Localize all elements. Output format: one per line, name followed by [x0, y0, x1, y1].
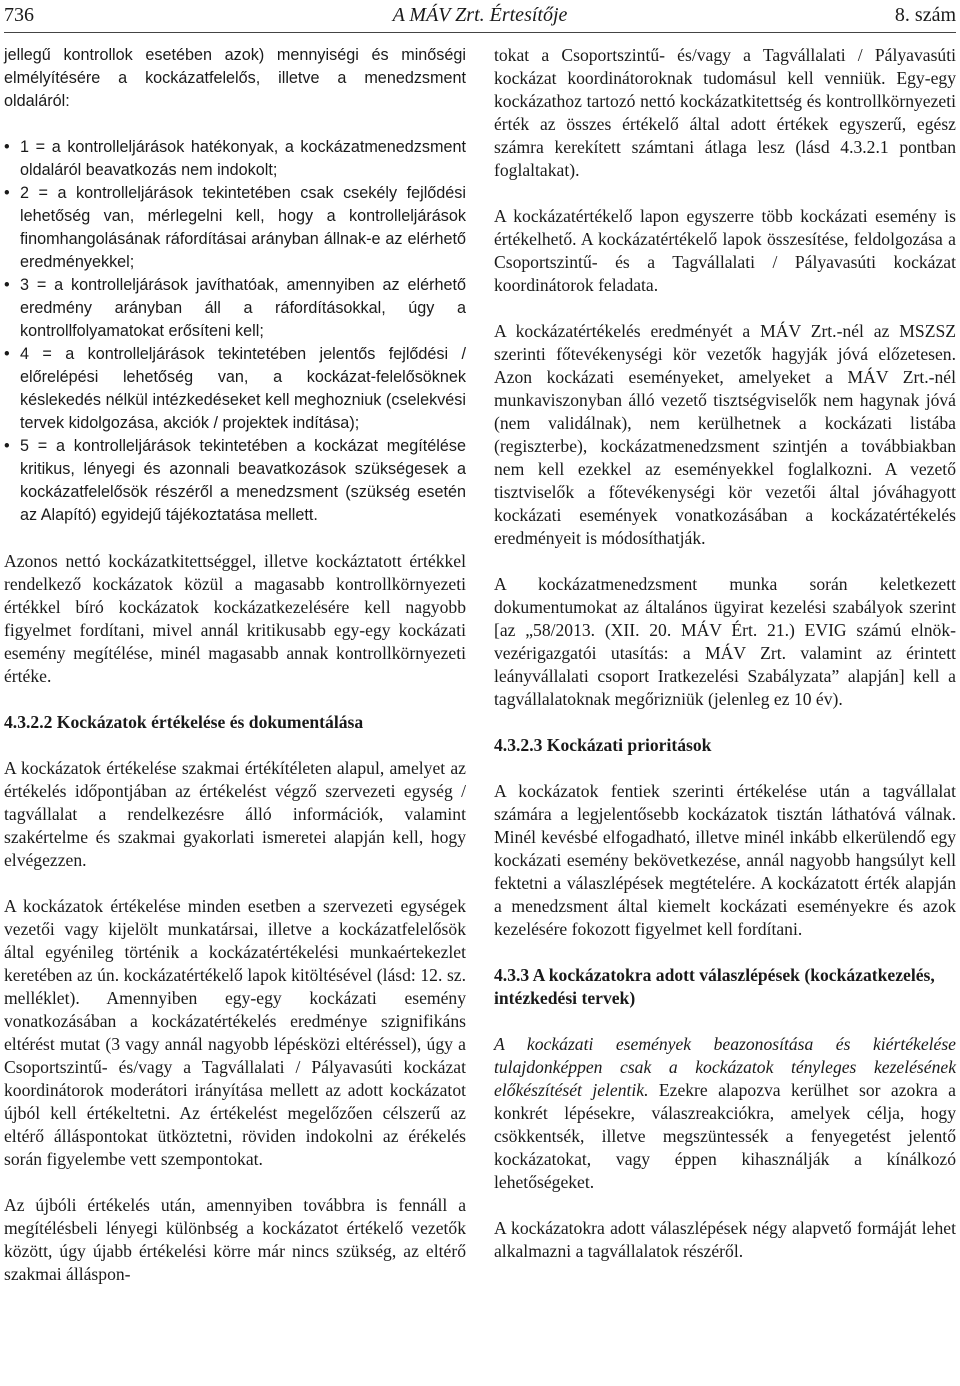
list-item: • 5 = a kontrolleljárások tekintetében a kockázat megítélése kritikus, lényegi és azonnali beavatkozások szükségesek a kockázatfelelősök részéről a menedzsment (szükség esetén az Alapító) egyidejű tájékoztatása mellett. — [4, 435, 466, 527]
paragraph: Azonos nettó kockázatkitettséggel, illetve kockáztatott értékkel rendelkező kockázatok közül a magasabb kontrollkörnyezeti értékkel bíró kockázatok kockázatkezelésére kell nagyobb figyelmet fordítani, mivel annál kritikusabb egy-egy kockázati esemény megítélése, minél magasabb annak kontrollkörnyezeti értéke. — [4, 551, 466, 686]
paragraph — [494, 1033, 956, 1194]
list-item: • 4 = a kontrolleljárások tekintetében jelentős fejlődési / előrelépési lehetőség van, a kockázat-felelősöknek késlekedés nélkül intézkedéseket kell meghozniuk (cselekvési tervek kidolgozása, akciók / projektek indítása); — [4, 343, 466, 435]
paragraph-text: Ezekre alapozva kerülhet sor azokra a konkrét lépésekre, válaszreakciókra, amelyek célja, hogy csökkentsék, illetve megszüntessék a fenyegetést jelentő kockázatokat, vagy éppen kihasználják a kínálkozó lehetőségeket. — [494, 1080, 956, 1192]
section-heading: 4.3.3 A kockázatokra adott válaszlépések (kockázatkezelés, intézkedési tervek) — [494, 965, 935, 1008]
section-heading: 4.3.2.3 Kockázati prioritások — [494, 735, 712, 755]
italic-text: A kockázati események beazonosítása és kiértékelése tulajdonképpen csak a kockázatok tényleges kezelésének előkészítését jelentik. — [494, 1034, 956, 1100]
section-heading: 4.3.2.2 Kockázatok értékelése és dokumentálása — [4, 712, 364, 732]
list-item: • 3 = a kontrolleljárások javíthatóak, amennyiben az elérhető eredmény arányban áll a ráfordításokkal, úgy a kontrollfolyamatokat erősíteni kell; — [4, 274, 466, 343]
page-number: 736 — [4, 4, 34, 26]
intro-paragraph: jellegű kontrollok esetében azok) mennyiségi és minőségi elmélyítésére a kockázatfelelős, illetve a menedzsment oldaláról: — [4, 46, 466, 110]
journal-title: A MÁV Zrt. Értesítője — [392, 4, 568, 26]
list-item: • 2 = a kontrolleljárások tekintetében csak csekély fejlődési lehetőség van, mérlegelni kell, hogy a kontrolleljárások finomhangolásának ráfordításai arányban állnak-e az elérhető eredményekkel; — [4, 182, 466, 274]
page-header — [4, 2, 956, 33]
right-column — [494, 44, 956, 1286]
left-column — [4, 44, 466, 1309]
paragraph: Az újbóli értékelés után, amennyiben továbbra is fennáll a megítélésbeli lényegi különbség a kockázatot értékelő vezetők között, úgy újabb értékelési körre már nincs szükség, az eltérő szakmai álláspon- — [4, 1195, 466, 1284]
paragraph: A kockázatokra adott válaszlépések négy alapvető formáját lehet alkalmazni a tagvállalatok részéről. — [494, 1218, 956, 1261]
paragraph: A kockázatok értékelése szakmai értékítéleten alapul, amelyet az értékelés időpontjában az értékelést végző szervezeti egység / tagvállalat a rendelkezésre álló információk, valamint szakértelme és szakmai gyakorlati ismeretei alapján kell, hogy elvégezzen. — [4, 758, 466, 870]
paragraph: A kockázatértékelés eredményét a MÁV Zrt.-nél az MSZSZ szerinti főtevékenységi kör vezetők hagyják jóvá előzetesen. Azon kockázati eseményeket, amelyeket a MÁV Zrt.-nél munkaviszonyban álló vezető tisztségviselők nem hagynak jóvá (nem validálnak), nem kerülhetnek a kockázati listába (regiszterbe), kockázatmenedzsment szintjén a továbbiakban nem kell ezekkel az eseményekkel foglalkozni. A vezető tisztviselők a főtevékenységi kör vezetői által jóváhagyott kockázati események vonatkozásában a kockázatértékelés eredményeit is módosíthatják. — [494, 321, 956, 548]
paragraph: A kockázatmenedzsment munka során keletkezett dokumentumokat az általános ügyirat kezelési szabályok szerint [az „58/2013. (XII. 20. MÁV Ért. 21.) EVIG számú elnök-vezérigazgatói utasítás: a MÁV Zrt. valamint az érintett leányvállalati csoport Iratkezelési Szabályzata” alapján] kell a tagvállalatoknak megőrizniük (jelenleg ez 10 év). — [494, 574, 956, 709]
paragraph: tokat a Csoportszintű- és/vagy a Tagvállalati / Pályavasúti kockázat koordinátoroknak tudomásul kell venniük. Egy-egy kockázathoz tartozó nettó kockázatkitettség és kontrollkörnyezeti érték az összes értékelő által adott értékek egyszerű, egész számra kerekített számtani átlaga lesz (lásd 4.3.2.1 pontban foglaltakat). — [494, 45, 956, 180]
paragraph: A kockázatok értékelése minden esetben a szervezeti egységek vezetői vagy kijelölt munkatársai, illetve a kockázatfelelősök által egyénileg történik a kockázatértékelési munkaértekezlet keretében az ún. kockázatértékelő lapok kitöltésével (lásd: 12. sz. melléklet). Amennyiben egy-egy kockázati esemény vonatkozásában a kockázatértékelés eredménye szignifikáns eltérést mutat (3 vagy annál nagyobb lépésközi eltéréssel), úgy a Csoportszintű- és/vagy a Tagvállalati / Pályavasúti kockázat koordinátorok moderátori irányítása mellett az adott kockázatot újból kell értékeltetni. Az értékelést megelőzően célszerű az eltérő álláspontokat ütköztetni, röviden indokolni az érékelés során figyelembe vett szempontokat. — [4, 896, 466, 1169]
issue-number: 8. szám — [894, 4, 956, 26]
paragraph: A kockázatértékelő lapon egyszerre több kockázati esemény is értékelhető. A kockázatértékelő lapok összesítése, feldolgozása a Csoportszintű- és a Tagvállalati / Pályavasúti kockázat koordinátorok feladata. — [494, 206, 956, 295]
list-item: • 1 = a kontrolleljárások hatékonyak, a kockázatmenedzsment oldaláról beavatkozás nem indokolt; — [4, 136, 466, 182]
rating-scale-list — [4, 136, 466, 527]
paragraph: A kockázatok fentiek szerinti értékelése után a tagvállalat számára a legjelentősebb kockázatok tisztán láthatóvá válnak. Minél kevésbé elfogadható, illetve minél inkább elkerülendő egy kockázati esemény bekövetkezése, annál nagyobb hangsúlyt kell fektetni a válaszlépések megtételére. A kockázatott érték alapján a menedzsment által kiemelt kockázati eseményekre és azok kezelésére fokozott figyelmet kell fordítani. — [494, 781, 956, 939]
